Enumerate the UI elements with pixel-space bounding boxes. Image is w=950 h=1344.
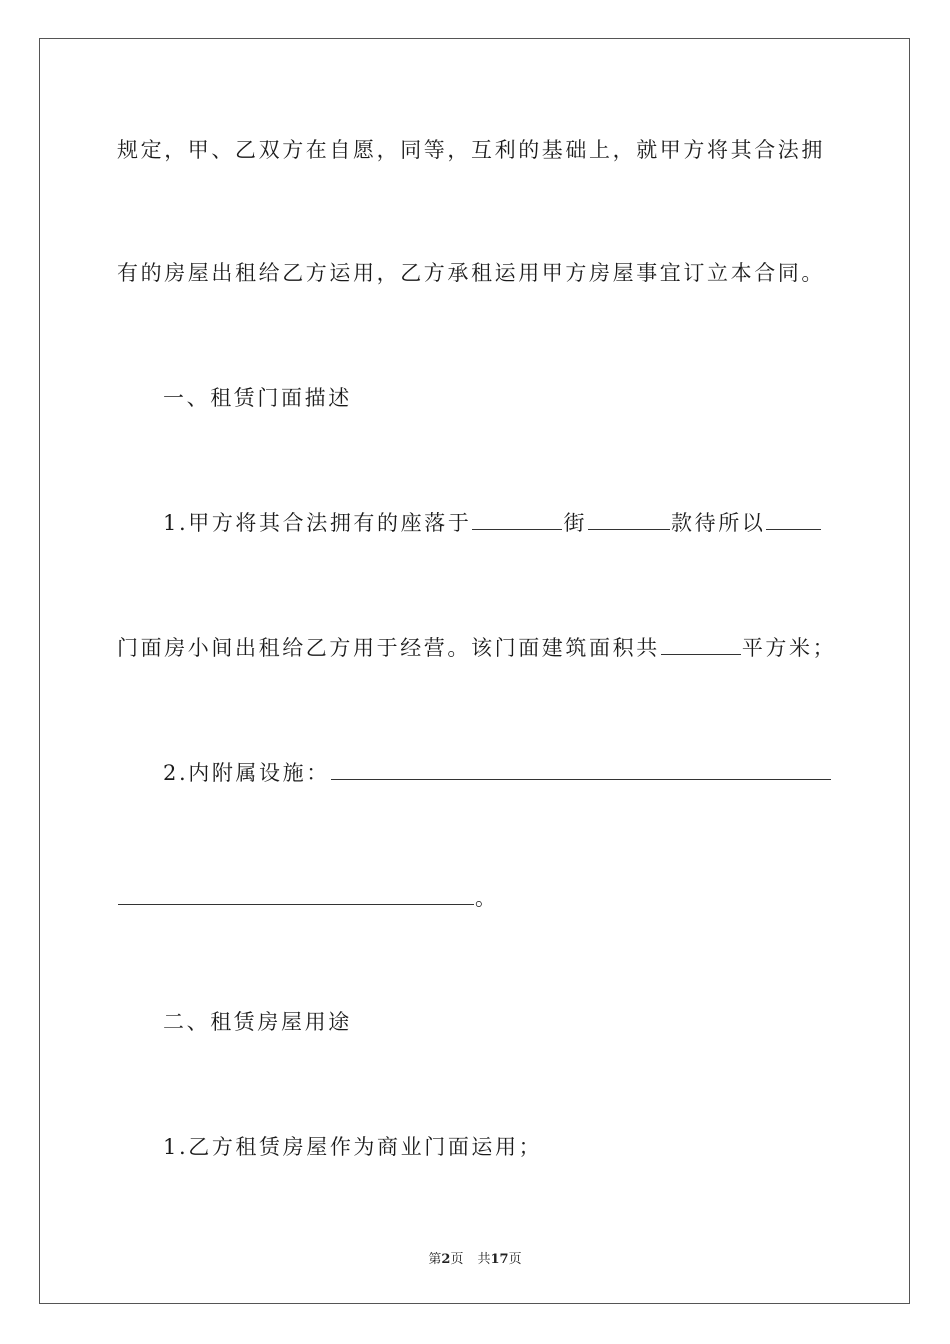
item-1-text-d: 门面房小间出租给乙方用于经营。该门面建筑面积共 (117, 636, 660, 660)
area-blank (661, 636, 741, 655)
item-2-line-1 (163, 759, 832, 787)
footer-total-pages: 17 (490, 1252, 509, 1267)
footer-total-prefix: 共 (477, 1252, 491, 1267)
page-border (39, 38, 910, 1304)
section-heading-2: 二、租赁房屋用途 (163, 1010, 352, 1034)
footer-page-prefix: 第 (428, 1252, 442, 1267)
footer-page-suffix: 页 (450, 1252, 464, 1267)
street-blank (472, 511, 562, 530)
item-1-line-2 (117, 634, 836, 662)
item-2-line-2 (117, 884, 499, 912)
facilities-blank-continued (118, 886, 474, 905)
item-1-text-a: 1.甲方将其合法拥有的座落于 (163, 511, 472, 535)
name-blank (766, 511, 821, 530)
item-1-text-b: 街 (563, 511, 588, 535)
section-heading-1: 一、租赁门面描述 (163, 386, 352, 410)
item-1-text-c: 款待所以 (671, 511, 766, 535)
page-footer (0, 1248, 950, 1267)
item-2-label: 2.内附属设施： (163, 761, 330, 785)
footer-page-number: 2 (441, 1252, 451, 1267)
number-blank (588, 511, 670, 530)
footer-total-suffix: 页 (508, 1252, 522, 1267)
item-1-text-e: 平方米； (741, 636, 837, 660)
section-2-item-1: 1.乙方租赁房屋作为商业门面运用； (163, 1135, 543, 1159)
facilities-blank (331, 761, 831, 780)
paragraph-line-1: 规定，甲、乙双方在自愿，同等，互利的基础上，就甲方将其合法拥 (117, 138, 825, 162)
paragraph-line-2: 有的房屋出租给乙方运用，乙方承租运用甲方房屋事宜订立本合同。 (117, 261, 825, 285)
item-1-line-1 (163, 509, 822, 537)
item-2-end: 。 (475, 886, 499, 910)
